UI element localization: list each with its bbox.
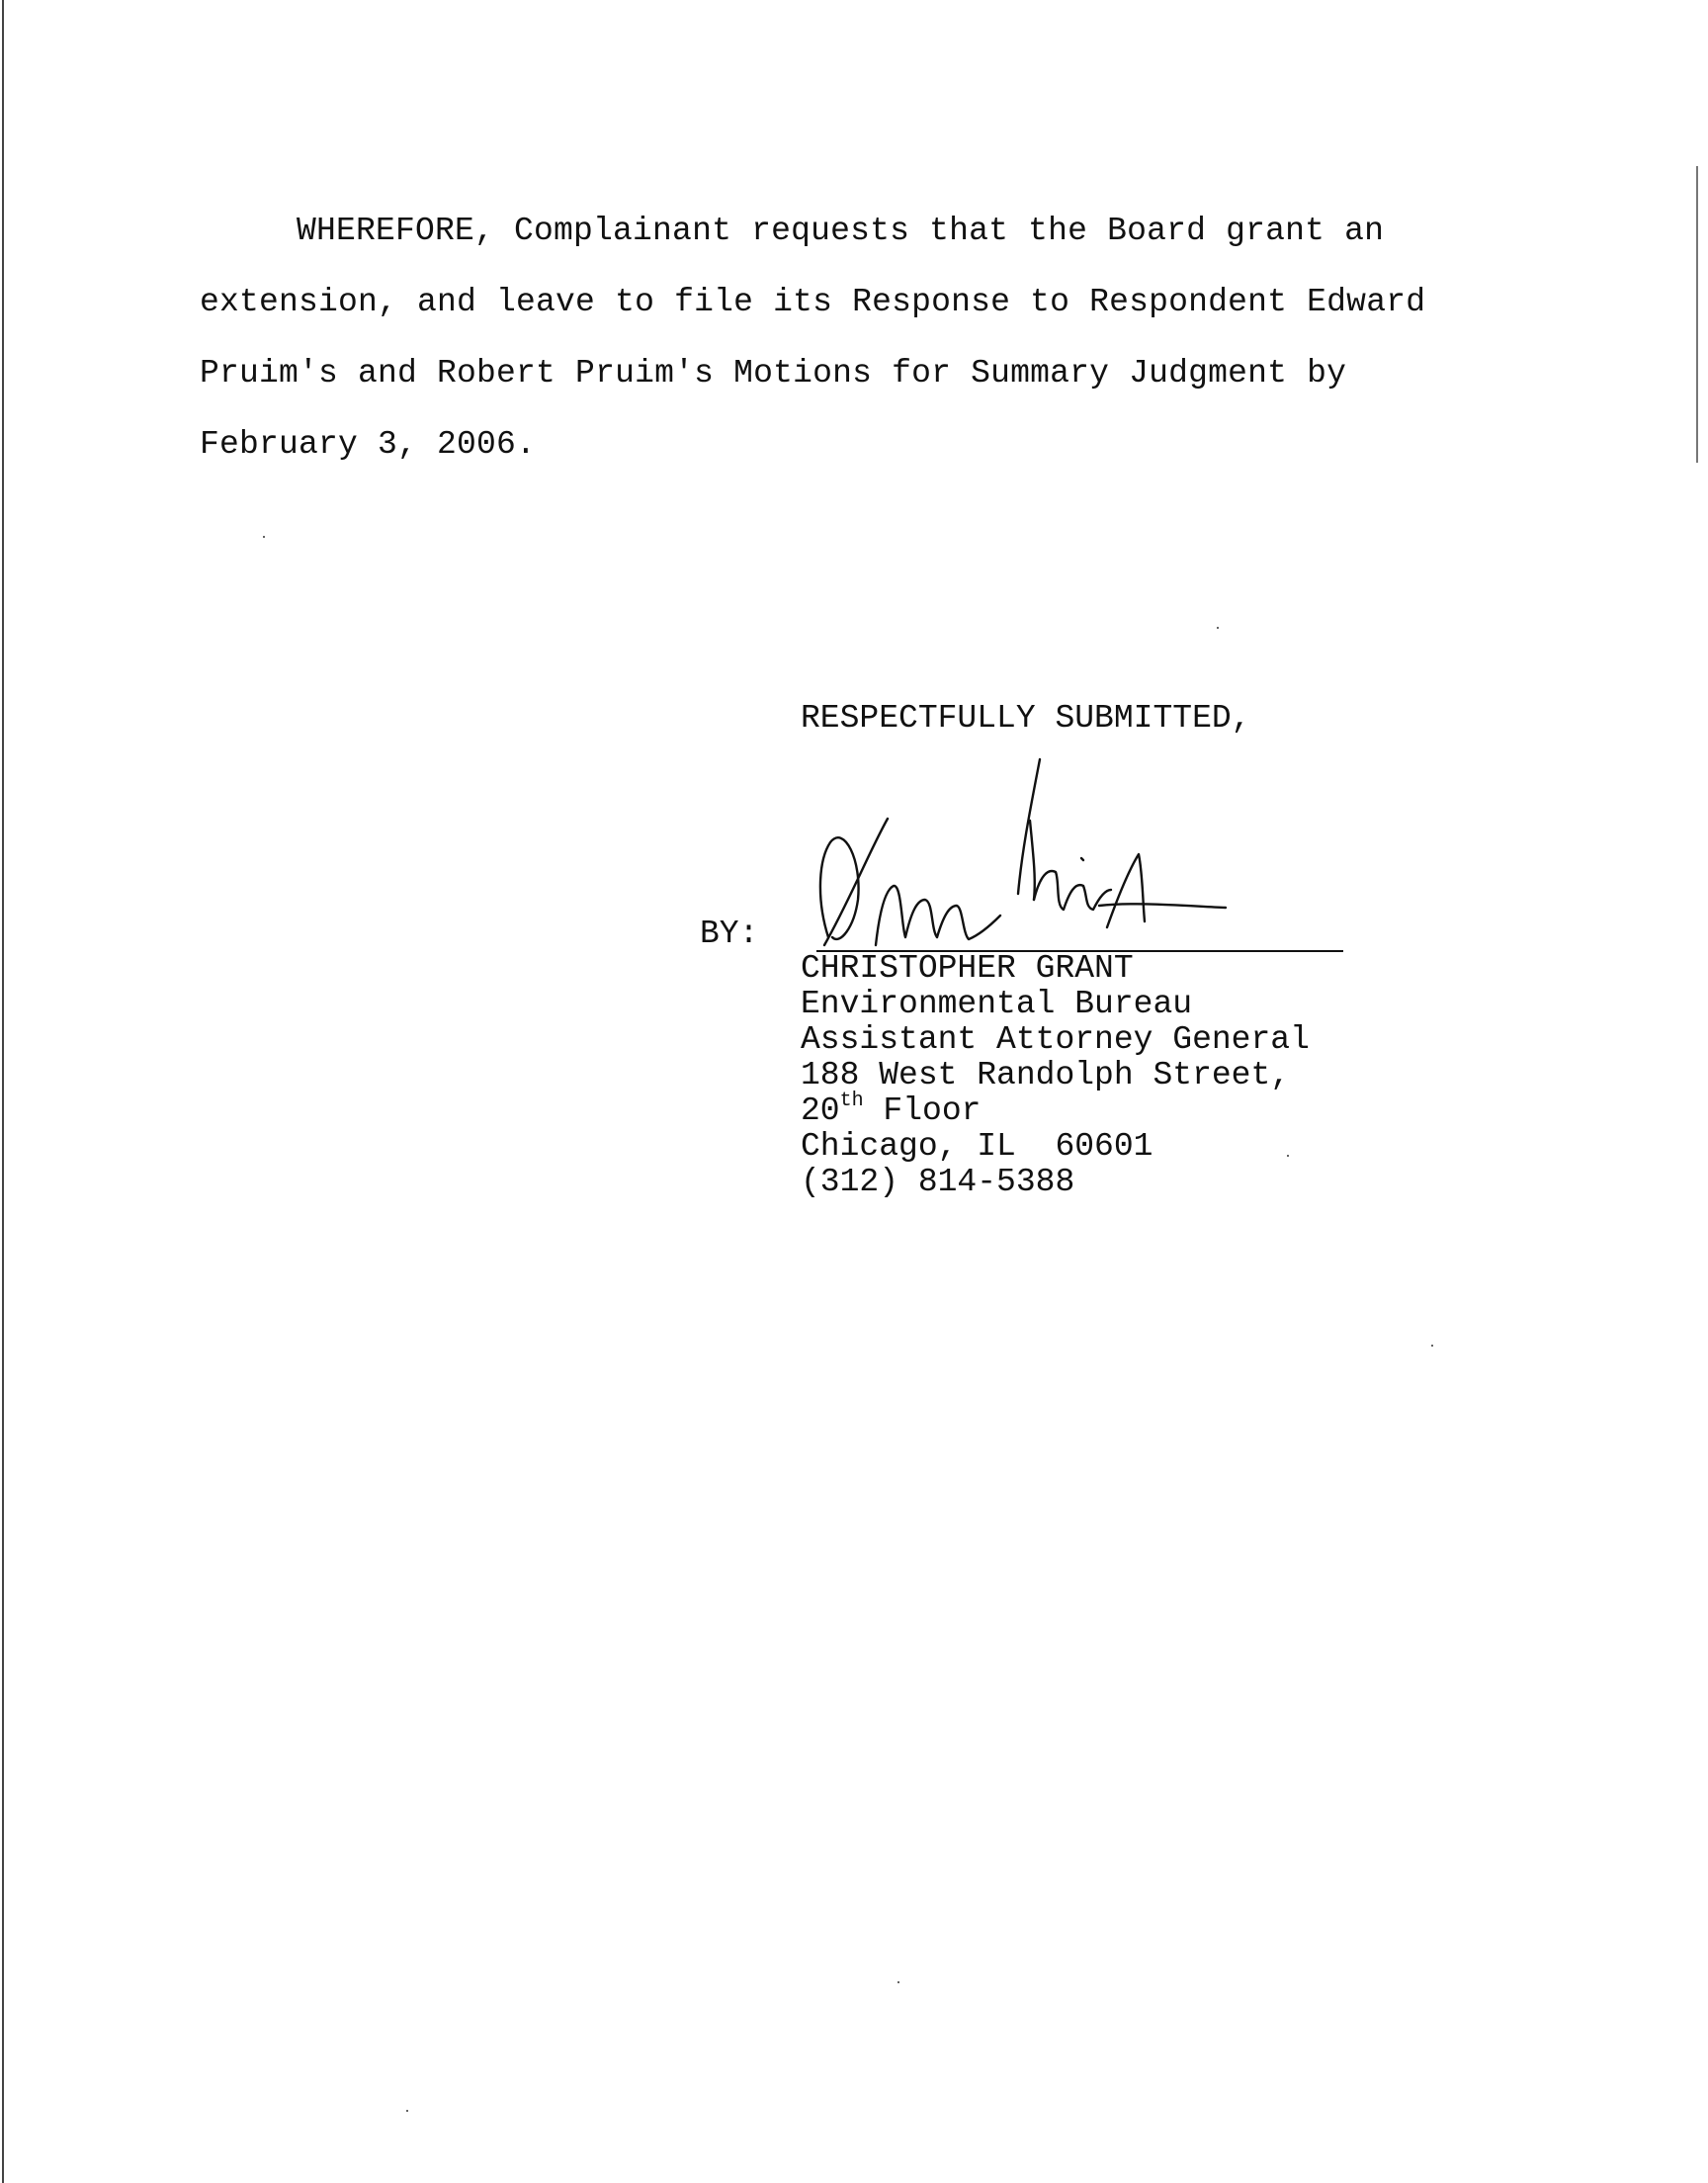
scan-edge-right (1696, 166, 1698, 463)
paragraph-line: February 3, 2006. (200, 426, 537, 463)
signer-name: CHRISTOPHER GRANT (801, 950, 1134, 987)
scan-speck (1217, 627, 1219, 629)
closing-salutation: RESPECTFULLY SUBMITTED, (801, 700, 1251, 737)
scan-edge-left (2, 0, 4, 2183)
scan-speck (263, 536, 265, 538)
scan-speck (1431, 1345, 1433, 1347)
signer-address-block (801, 951, 1310, 1200)
floor-suffix: th (839, 1090, 864, 1112)
handwritten-signature (811, 751, 1324, 979)
city-state-zip: Chicago, IL 60601 (801, 1128, 1153, 1165)
floor-number: 20 (801, 1092, 840, 1129)
wherefore-paragraph (200, 196, 1485, 480)
paragraph-line: extension, and leave to file its Response to Respondent Edward (200, 284, 1426, 320)
paragraph-line: WHEREFORE, Complainant requests that the Board grant an (297, 213, 1385, 249)
signer-title: Assistant Attorney General (801, 1021, 1310, 1058)
phone-number: (312) 814-5388 (801, 1164, 1075, 1200)
floor-line (801, 1090, 1310, 1129)
floor-word: Floor (863, 1092, 982, 1129)
signer-bureau: Environmental Bureau (801, 986, 1193, 1022)
scan-speck (406, 2110, 408, 2112)
scan-speck (897, 1981, 899, 1983)
paragraph-line: Pruim's and Robert Pruim's Motions for Summary Judgment by (200, 355, 1347, 392)
by-label: BY: (700, 916, 759, 952)
street-address: 188 West Randolph Street, (801, 1057, 1291, 1093)
